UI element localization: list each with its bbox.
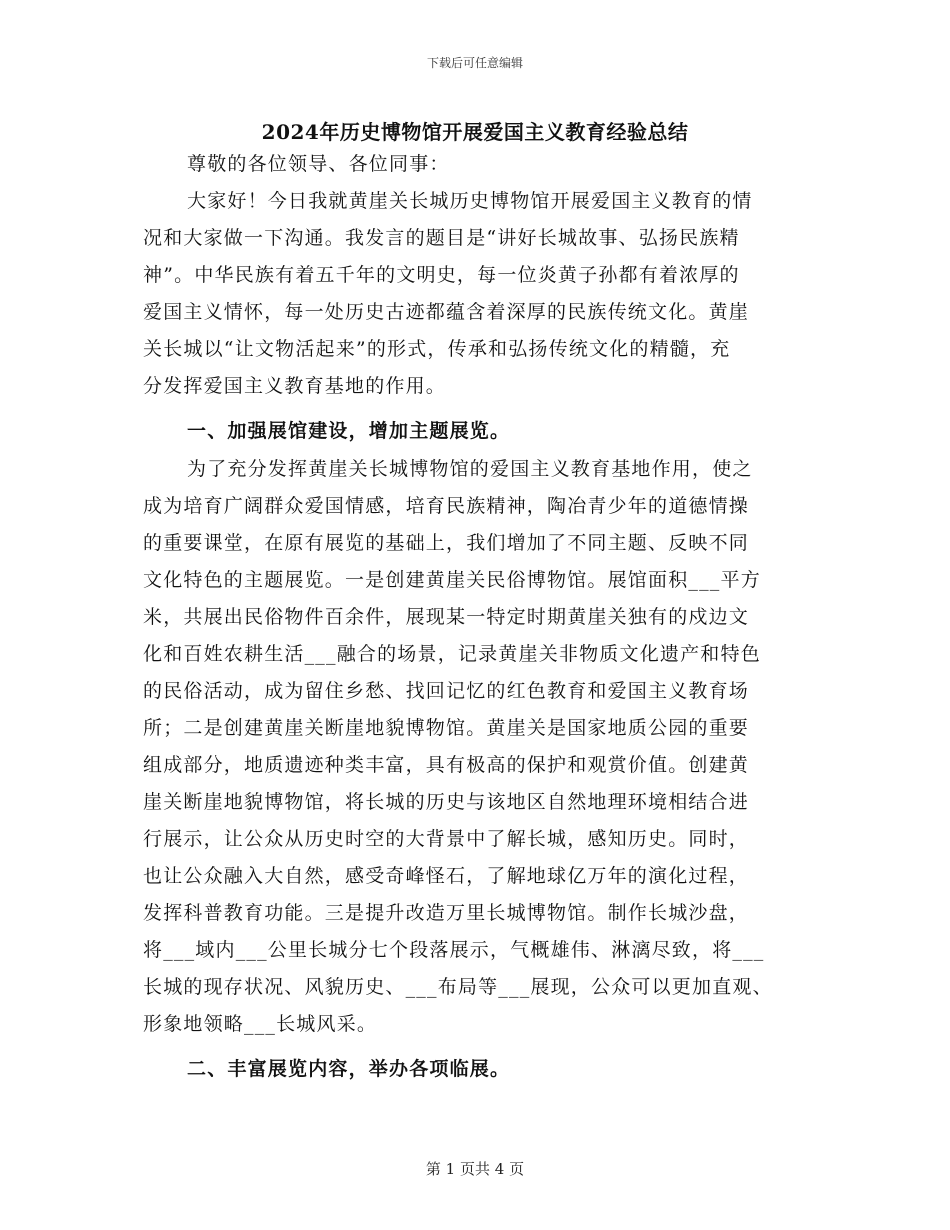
section1-line: 为了充分发挥黄崖关长城博物馆的爱国主义教育基地作用，使之 [187,458,753,480]
section1-line: 文化特色的主题展览。一是创建黄崖关民俗博物馆。展馆面积___平方 [143,569,761,591]
section1-line: 所；二是创建黄崖关断崖地貌博物馆。黄崖关是国家地质公园的重要 [143,717,750,739]
intro-line: 神”。中华民族有着五千年的文明史，每一位炎黄子孙都有着浓厚的 [143,264,740,286]
page-number: 第 1 页共 4 页 [425,1160,525,1178]
section1-line: 组成部分，地质遗迹种类丰富，具有极高的保护和观赏价值。创建黄 [143,754,750,776]
header-note: 下载后可任意编辑 [426,56,523,70]
document-body [143,146,803,1089]
section-heading-1: 一、加强展馆建设，增加主题展览。 [187,420,511,442]
section1-line: 将___域内___公里长城分七个段落展示，气概雄伟、淋漓尽致，将___ [143,939,765,961]
section1-line: 化和百姓农耕生活___融合的场景，记录黄崖关非物质文化遗产和特色 [143,643,761,665]
intro-line: 爱国主义情怀，每一处历史古迹都蕴含着深厚的民族传统文化。黄崖 [143,301,750,323]
document-title: 2024年历史博物馆开展爱国主义教育经验总结 [261,120,689,144]
section1-line: 长城的现存状况、风貌历史、___布局等___展现，公众可以更加直观、 [143,976,773,998]
section1-line: 成为培育广阔群众爱国情感，培育民族精神，陶冶青少年的道德情操 [143,495,750,517]
intro-line: 分发挥爱国主义教育基地的作用。 [143,375,447,397]
section1-line: 崖关断崖地貌博物馆，将长城的历史与该地区自然地理环境相结合进 [143,791,750,813]
section1-line: 发挥科普教育功能。三是提升改造万里长城博物馆。制作长城沙盘， [143,902,750,924]
section-heading-2: 二、丰富展览内容，举办各项临展。 [187,1058,511,1080]
salutation: 尊敬的各位领导、各位同事： [187,153,450,175]
intro-line: 大家好！今日我就黄崖关长城历史博物馆开展爱国主义教育的情 [187,190,753,212]
section1-line: 行展示，让公众从历史时空的大背景中了解长城，感知历史。同时， [143,828,750,850]
section1-line: 的民俗活动，成为留住乡愁、找回记忆的红色教育和爱国主义教育场 [143,680,750,702]
intro-line: 况和大家做一下沟通。我发言的题目是“讲好长城故事、弘扬民族精 [143,227,740,249]
intro-line: 关长城以“让文物活起来”的形式，传承和弘扬传统文化的精髓，充 [143,338,731,360]
section1-line: 也让公众融入大自然，感受奇峰怪石，了解地球亿万年的演化过程， [143,865,750,887]
section1-line: 的重要课堂，在原有展览的基础上，我们增加了不同主题、反映不同 [143,532,750,554]
section1-line: 形象地领略___长城风采。 [143,1013,378,1035]
section1-line: 米，共展出民俗物件百余件，展现某一特定时期黄崖关独有的戍边文 [143,606,750,628]
